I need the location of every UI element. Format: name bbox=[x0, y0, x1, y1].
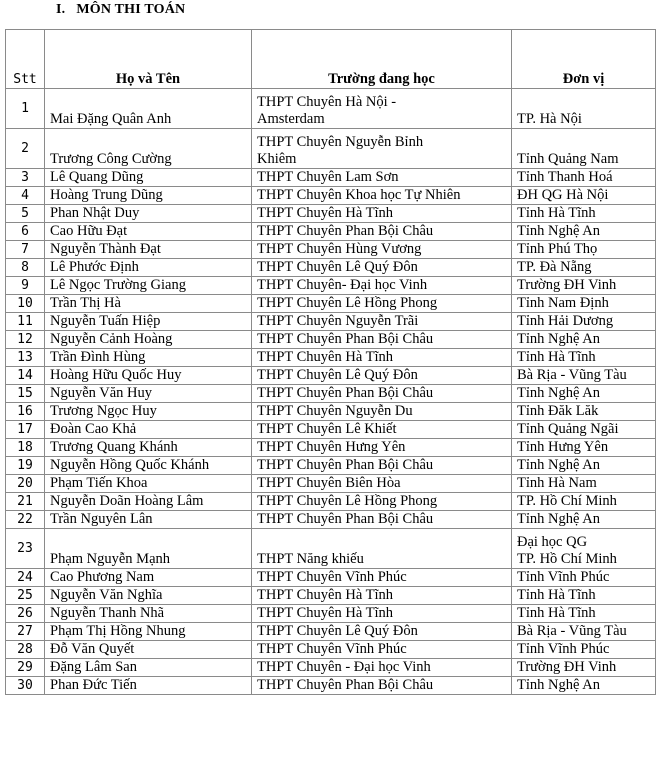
cell-unit-line: Tỉnh Quảng Nam bbox=[517, 151, 619, 167]
cell-unit-line: Trường ĐH Vinh bbox=[517, 277, 617, 293]
table-row bbox=[6, 587, 656, 605]
cell-school bbox=[252, 641, 512, 659]
cell-unit bbox=[512, 587, 656, 605]
cell-unit-line: Tỉnh Nghệ An bbox=[517, 511, 600, 527]
cell-school bbox=[252, 659, 512, 677]
cell-name: Phan Nhật Duy bbox=[45, 205, 252, 223]
cell-name: Nguyễn Hồng Quốc Khánh bbox=[45, 457, 252, 475]
cell-stt: 12 bbox=[6, 331, 45, 349]
cell-stt: 26 bbox=[6, 605, 45, 623]
cell-stt: 22 bbox=[6, 511, 45, 529]
cell-school-line: THPT Chuyên Hà Tĩnh bbox=[257, 349, 394, 365]
roster-table-container bbox=[5, 29, 655, 695]
table-row bbox=[6, 169, 656, 187]
table-row bbox=[6, 475, 656, 493]
cell-school-line: THPT Chuyên Phan Bội Châu bbox=[257, 331, 434, 347]
cell-stt: 5 bbox=[6, 205, 45, 223]
cell-name: Lê Quang Dũng bbox=[45, 169, 252, 187]
cell-unit bbox=[512, 385, 656, 403]
cell-school-line: THPT Chuyên Phan Bội Châu bbox=[257, 677, 434, 693]
table-header bbox=[6, 30, 656, 89]
cell-unit bbox=[512, 129, 656, 169]
cell-name: Lê Ngọc Trường Giang bbox=[45, 277, 252, 295]
cell-unit bbox=[512, 623, 656, 641]
cell-school bbox=[252, 89, 512, 129]
cell-school bbox=[252, 277, 512, 295]
cell-name: Nguyễn Cảnh Hoàng bbox=[45, 331, 252, 349]
cell-school bbox=[252, 385, 512, 403]
cell-stt: 21 bbox=[6, 493, 45, 511]
cell-school bbox=[252, 529, 512, 569]
cell-unit bbox=[512, 511, 656, 529]
table-row bbox=[6, 367, 656, 385]
cell-stt: 3 bbox=[6, 169, 45, 187]
cell-stt: 6 bbox=[6, 223, 45, 241]
cell-name: Cao Phương Nam bbox=[45, 569, 252, 587]
cell-unit bbox=[512, 223, 656, 241]
cell-stt: 15 bbox=[6, 385, 45, 403]
cell-unit bbox=[512, 569, 656, 587]
cell-school-line: THPT Chuyên Phan Bội Châu bbox=[257, 385, 434, 401]
table-row bbox=[6, 421, 656, 439]
cell-unit-line: TP. Hà Nội bbox=[517, 111, 582, 127]
cell-school bbox=[252, 439, 512, 457]
cell-school bbox=[252, 169, 512, 187]
cell-stt: 7 bbox=[6, 241, 45, 259]
cell-school bbox=[252, 587, 512, 605]
cell-school bbox=[252, 457, 512, 475]
cell-school-line: THPT Chuyên Hà Nội - bbox=[257, 94, 397, 110]
cell-unit-line: Tỉnh Hà Tĩnh bbox=[517, 205, 596, 221]
cell-name: Hoàng Trung Dũng bbox=[45, 187, 252, 205]
cell-name: Nguyễn Thanh Nhã bbox=[45, 605, 252, 623]
cell-school bbox=[252, 205, 512, 223]
cell-school-line: THPT Chuyên Hà Tĩnh bbox=[257, 605, 394, 621]
cell-name: Đoàn Cao Khả bbox=[45, 421, 252, 439]
table-row bbox=[6, 529, 656, 569]
cell-stt: 1 bbox=[6, 89, 45, 129]
cell-school-line: THPT Chuyên Lê Quý Đôn bbox=[257, 623, 418, 639]
cell-name: Đặng Lâm San bbox=[45, 659, 252, 677]
table-row bbox=[6, 129, 656, 169]
cell-stt: 24 bbox=[6, 569, 45, 587]
cell-name: Đỗ Văn Quyết bbox=[45, 641, 252, 659]
cell-school-line: THPT Chuyên Biên Hòa bbox=[257, 475, 401, 491]
cell-stt: 25 bbox=[6, 587, 45, 605]
cell-school bbox=[252, 367, 512, 385]
cell-unit-line: Tỉnh Vĩnh Phúc bbox=[517, 569, 610, 585]
cell-unit-line: Tỉnh Vĩnh Phúc bbox=[517, 641, 610, 657]
cell-school bbox=[252, 493, 512, 511]
cell-school bbox=[252, 241, 512, 259]
cell-unit bbox=[512, 641, 656, 659]
cell-school-line: THPT Chuyên- Đại học Vinh bbox=[257, 277, 428, 293]
cell-school-line: THPT Chuyên Nguyễn Trãi bbox=[257, 313, 419, 329]
table-row bbox=[6, 457, 656, 475]
cell-school-line: THPT Chuyên Lê Quý Đôn bbox=[257, 367, 418, 383]
cell-unit-line: Tỉnh Quảng Ngãi bbox=[517, 421, 619, 437]
cell-unit-line: Tỉnh Hà Tĩnh bbox=[517, 349, 596, 365]
cell-stt: 10 bbox=[6, 295, 45, 313]
cell-unit-line: Tỉnh Hà Tĩnh bbox=[517, 587, 596, 603]
cell-stt: 27 bbox=[6, 623, 45, 641]
cell-stt: 30 bbox=[6, 677, 45, 695]
cell-school-line: THPT Chuyên Hưng Yên bbox=[257, 439, 406, 455]
cell-school bbox=[252, 511, 512, 529]
table-body bbox=[6, 89, 656, 695]
cell-stt: 16 bbox=[6, 403, 45, 421]
cell-unit bbox=[512, 475, 656, 493]
column-header-stt: Stt bbox=[6, 30, 45, 89]
cell-school-line: THPT Chuyên Vĩnh Phúc bbox=[257, 641, 407, 657]
cell-unit-line: Tỉnh Đăk Lăk bbox=[517, 403, 599, 419]
cell-unit bbox=[512, 349, 656, 367]
cell-unit-line: Tỉnh Nam Định bbox=[517, 295, 609, 311]
page-title bbox=[56, 2, 185, 18]
cell-school-line: THPT Chuyên - Đại học Vinh bbox=[257, 659, 431, 675]
cell-name: Phạm Tiến Khoa bbox=[45, 475, 252, 493]
cell-school bbox=[252, 259, 512, 277]
table-row bbox=[6, 641, 656, 659]
cell-school-line: THPT Chuyên Lê Hồng Phong bbox=[257, 295, 438, 311]
cell-unit-line: Tỉnh Hà Nam bbox=[517, 475, 597, 491]
cell-name: Trần Thị Hà bbox=[45, 295, 252, 313]
cell-name: Nguyễn Văn Huy bbox=[45, 385, 252, 403]
cell-unit-line: TP. Hồ Chí Minh bbox=[517, 493, 617, 509]
cell-name: Trương Quang Khánh bbox=[45, 439, 252, 457]
cell-school bbox=[252, 313, 512, 331]
table-row bbox=[6, 187, 656, 205]
cell-name: Hoàng Hữu Quốc Huy bbox=[45, 367, 252, 385]
cell-unit-line: Trường ĐH Vinh bbox=[517, 659, 617, 675]
table-row bbox=[6, 349, 656, 367]
table-row bbox=[6, 259, 656, 277]
table-row bbox=[6, 677, 656, 695]
cell-unit bbox=[512, 421, 656, 439]
cell-unit bbox=[512, 169, 656, 187]
cell-unit bbox=[512, 295, 656, 313]
cell-name: Cao Hữu Đạt bbox=[45, 223, 252, 241]
cell-unit-line: Tỉnh Nghệ An bbox=[517, 223, 600, 239]
cell-school bbox=[252, 421, 512, 439]
table-row bbox=[6, 241, 656, 259]
cell-school bbox=[252, 475, 512, 493]
cell-school bbox=[252, 331, 512, 349]
table-row bbox=[6, 313, 656, 331]
cell-name: Trần Đình Hùng bbox=[45, 349, 252, 367]
cell-name: Nguyễn Tuấn Hiệp bbox=[45, 313, 252, 331]
cell-school-line: Khiêm bbox=[257, 151, 297, 167]
cell-name: Nguyễn Văn Nghĩa bbox=[45, 587, 252, 605]
cell-name: Phan Đức Tiến bbox=[45, 677, 252, 695]
table-row bbox=[6, 569, 656, 587]
cell-unit bbox=[512, 313, 656, 331]
cell-name: Trần Nguyên Lân bbox=[45, 511, 252, 529]
cell-school-line: THPT Chuyên Lê Khiết bbox=[257, 421, 397, 437]
cell-unit-line: Bà Rịa - Vũng Tàu bbox=[517, 367, 627, 383]
cell-unit bbox=[512, 205, 656, 223]
cell-stt: 19 bbox=[6, 457, 45, 475]
cell-unit-line: Tỉnh Hải Dương bbox=[517, 313, 614, 329]
cell-unit-line: Tỉnh Nghệ An bbox=[517, 385, 600, 401]
cell-school-line: THPT Chuyên Hà Tĩnh bbox=[257, 205, 394, 221]
cell-unit bbox=[512, 259, 656, 277]
cell-unit bbox=[512, 659, 656, 677]
cell-name: Nguyễn Doãn Hoàng Lâm bbox=[45, 493, 252, 511]
table-row bbox=[6, 659, 656, 677]
table-row bbox=[6, 385, 656, 403]
cell-school-line: THPT Chuyên Hùng Vương bbox=[257, 241, 422, 257]
cell-unit bbox=[512, 89, 656, 129]
table-row bbox=[6, 605, 656, 623]
cell-unit-line: Tỉnh Nghệ An bbox=[517, 457, 600, 473]
cell-unit-line: Tỉnh Nghệ An bbox=[517, 677, 600, 693]
cell-school-line: THPT Chuyên Phan Bội Châu bbox=[257, 223, 434, 239]
cell-unit-line: Tỉnh Hưng Yên bbox=[517, 439, 609, 455]
section-title-text: MÔN THI TOÁN bbox=[76, 2, 186, 17]
cell-school bbox=[252, 349, 512, 367]
table-header-row bbox=[6, 30, 656, 89]
cell-unit bbox=[512, 439, 656, 457]
cell-school bbox=[252, 403, 512, 421]
cell-school bbox=[252, 623, 512, 641]
cell-school bbox=[252, 129, 512, 169]
table-row bbox=[6, 439, 656, 457]
cell-stt: 8 bbox=[6, 259, 45, 277]
column-header-name: Họ và Tên bbox=[45, 30, 252, 89]
cell-school-line: THPT Chuyên Phan Bội Châu bbox=[257, 457, 434, 473]
cell-unit-line: TP. Hồ Chí Minh bbox=[517, 551, 617, 567]
roster-table bbox=[5, 29, 656, 695]
cell-school-line: Amsterdam bbox=[257, 111, 325, 127]
cell-unit bbox=[512, 277, 656, 295]
table-row bbox=[6, 89, 656, 129]
cell-unit-line: ĐH QG Hà Nội bbox=[517, 187, 609, 203]
cell-name: Phạm Nguyễn Mạnh bbox=[45, 529, 252, 569]
table-row bbox=[6, 331, 656, 349]
column-header-school: Trường đang học bbox=[252, 30, 512, 89]
cell-unit bbox=[512, 403, 656, 421]
cell-stt: 28 bbox=[6, 641, 45, 659]
cell-name: Mai Đặng Quân Anh bbox=[45, 89, 252, 129]
cell-name: Trương Ngọc Huy bbox=[45, 403, 252, 421]
cell-name: Lê Phước Định bbox=[45, 259, 252, 277]
cell-school-line: THPT Chuyên Hà Tĩnh bbox=[257, 587, 394, 603]
cell-name: Nguyễn Thành Đạt bbox=[45, 241, 252, 259]
cell-unit bbox=[512, 187, 656, 205]
cell-unit-line: Tỉnh Nghệ An bbox=[517, 331, 600, 347]
cell-stt: 4 bbox=[6, 187, 45, 205]
cell-school-line: THPT Chuyên Lê Quý Đôn bbox=[257, 259, 418, 275]
cell-stt: 23 bbox=[6, 529, 45, 569]
cell-unit-line: Tỉnh Phú Thọ bbox=[517, 241, 598, 257]
cell-unit-line: Tỉnh Hà Tĩnh bbox=[517, 605, 596, 621]
cell-school bbox=[252, 677, 512, 695]
table-row bbox=[6, 623, 656, 641]
table-row bbox=[6, 295, 656, 313]
cell-stt: 18 bbox=[6, 439, 45, 457]
cell-unit bbox=[512, 529, 656, 569]
cell-name: Trương Công Cường bbox=[45, 129, 252, 169]
cell-stt: 2 bbox=[6, 129, 45, 169]
cell-unit bbox=[512, 677, 656, 695]
cell-unit-line: Bà Rịa - Vũng Tàu bbox=[517, 623, 627, 639]
cell-unit bbox=[512, 331, 656, 349]
cell-unit bbox=[512, 457, 656, 475]
cell-stt: 17 bbox=[6, 421, 45, 439]
cell-unit-line: Tỉnh Thanh Hoá bbox=[517, 169, 613, 185]
table-row bbox=[6, 511, 656, 529]
cell-unit-line: Đại học QG bbox=[517, 534, 588, 550]
cell-stt: 9 bbox=[6, 277, 45, 295]
cell-school-line: THPT Năng khiếu bbox=[257, 551, 364, 567]
cell-school-line: THPT Chuyên Nguyễn Bỉnh bbox=[257, 134, 424, 150]
table-row bbox=[6, 403, 656, 421]
cell-school-line: THPT Chuyên Lê Hồng Phong bbox=[257, 493, 438, 509]
cell-stt: 14 bbox=[6, 367, 45, 385]
table-row bbox=[6, 205, 656, 223]
cell-school bbox=[252, 569, 512, 587]
cell-school-line: THPT Chuyên Lam Sơn bbox=[257, 169, 399, 185]
table-row bbox=[6, 493, 656, 511]
cell-stt: 13 bbox=[6, 349, 45, 367]
cell-unit bbox=[512, 241, 656, 259]
cell-unit bbox=[512, 493, 656, 511]
cell-school-line: THPT Chuyên Khoa học Tự Nhiên bbox=[257, 187, 461, 203]
cell-stt: 20 bbox=[6, 475, 45, 493]
cell-school-line: THPT Chuyên Phan Bội Châu bbox=[257, 511, 434, 527]
table-row bbox=[6, 277, 656, 295]
cell-school bbox=[252, 605, 512, 623]
cell-stt: 11 bbox=[6, 313, 45, 331]
cell-school bbox=[252, 187, 512, 205]
cell-school bbox=[252, 223, 512, 241]
cell-school bbox=[252, 295, 512, 313]
section-numeral: I. bbox=[56, 2, 66, 17]
column-header-unit: Đơn vị bbox=[512, 30, 656, 89]
cell-unit bbox=[512, 367, 656, 385]
cell-school-line: THPT Chuyên Vĩnh Phúc bbox=[257, 569, 407, 585]
cell-unit-line: TP. Đà Nẵng bbox=[517, 259, 592, 275]
cell-stt: 29 bbox=[6, 659, 45, 677]
table-row bbox=[6, 223, 656, 241]
cell-name: Phạm Thị Hồng Nhung bbox=[45, 623, 252, 641]
cell-school-line: THPT Chuyên Nguyễn Du bbox=[257, 403, 413, 419]
cell-unit bbox=[512, 605, 656, 623]
